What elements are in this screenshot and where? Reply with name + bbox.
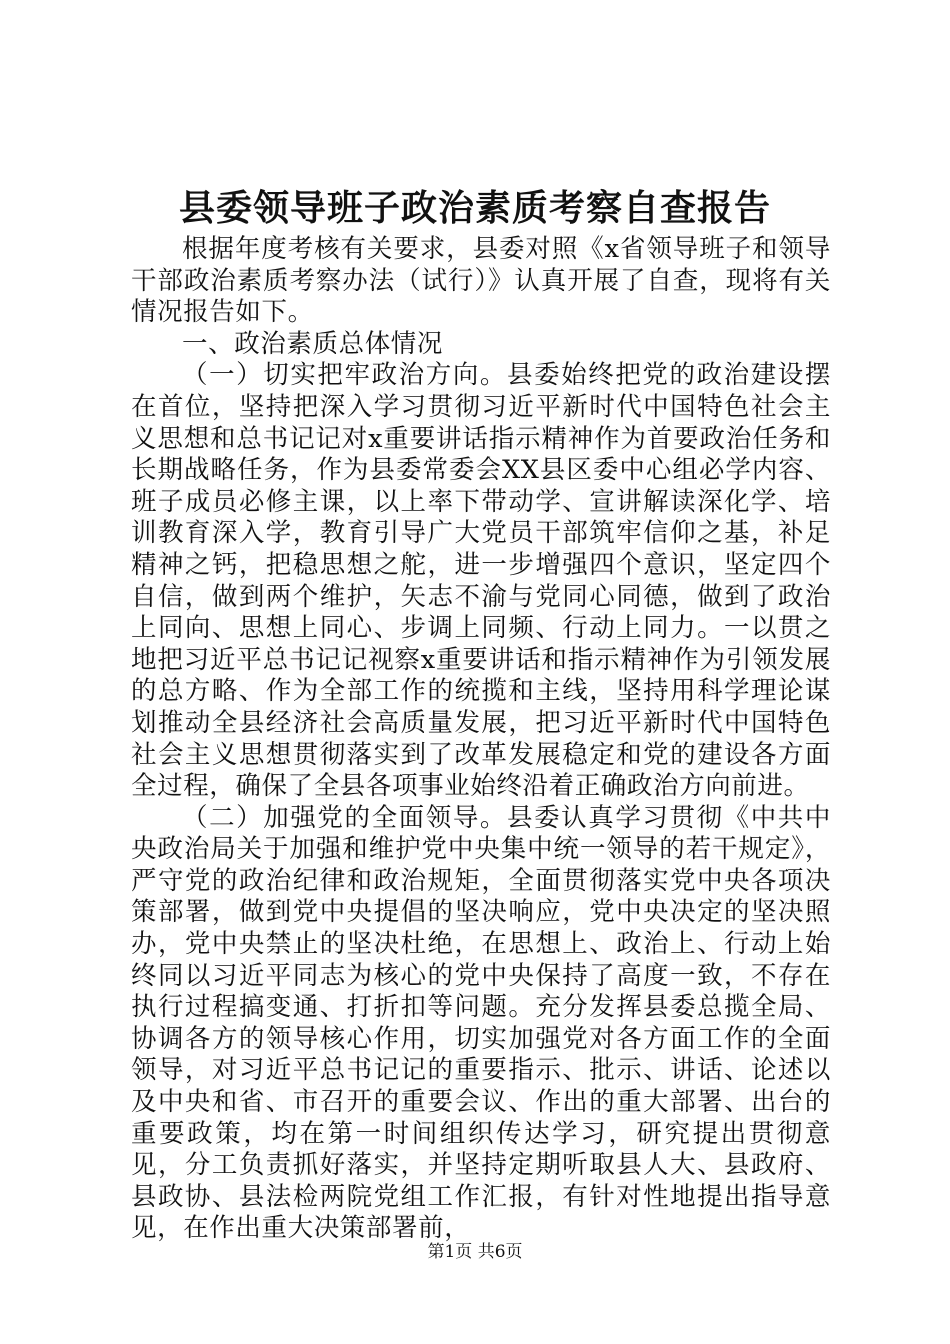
section-heading: 一、政治素质总体情况 [182, 328, 444, 359]
document-body [131, 234, 831, 1245]
page-number-footer: 第1页 共6页 [427, 1242, 523, 1262]
body-paragraph: （二）加强党的全面领导。县委认真学习贯彻《中共中央政治局关于加强和维护党中央集中统一领导的若干规定》，严守党的政治纪律和政治规矩，全面贯彻落实党中央各项决策部署，做到党中央提倡的坚决响应，党中央决定的坚决照办，党中央禁止的坚决杜绝，在思想上、政治上、行动上始终同以习近平同志为核心的党中央保持了高度一致，不存在执行过程搞变通、打折扣等问题。充分发挥县委总揽全局、协调各方的领导核心作用，切实加强党对各方面工作的全面领导，对习近平总书记记的重要指示、批示、讲话、论述以及中央和省、市召开的重要会议、作出的重大部署、出台的重要政策，均在第一时间组织传达学习，研究提出贯彻意见，分工负责抓好落实，并坚持定期听取县人大、县政府、县政协、县法检两院党组工作汇报，有针对性地提出指导意见，在作出重大决策部署前， [131, 802, 831, 1244]
body-paragraph: （一）切实把牢政治方向。县委始终把党的政治建设摆在首位，坚持把深入学习贯彻习近平新时代中国特色社会主义思想和总书记记对x重要讲话指示精神作为首要政治任务和长期战略任务，作为县委常委会XX县区委中心组必学内容、班子成员必修主课，以上率下带动学、宣讲解读深化学、培训教育深入学，教育引导广大党员干部筑牢信仰之基，补足精神之钙，把稳思想之舵，进一步增强四个意识，坚定四个自信，做到两个维护，矢志不渝与党同心同德，做到了政治上同向、思想上同心、步调上同频、行动上同力。一以贯之地把习近平总书记记视察x重要讲话和指示精神作为引领发展的总方略、作为全部工作的统揽和主线，坚持用科学理论谋划推动全县经济社会高质量发展，把习近平新时代中国特色社会主义思想贯彻落实到了改革发展稳定和党的建设各方面全过程，确保了全县各项事业始终沿着正确政治方向前进。 [131, 360, 831, 802]
intro-paragraph: 根据年度考核有关要求，县委对照《x省领导班子和领导干部政治素质考察办法（试行）》认真开展了自查，现将有关情况报告如下。 [131, 234, 831, 328]
document-title: 县委领导班子政治素质考察自查报告 [178, 187, 771, 229]
